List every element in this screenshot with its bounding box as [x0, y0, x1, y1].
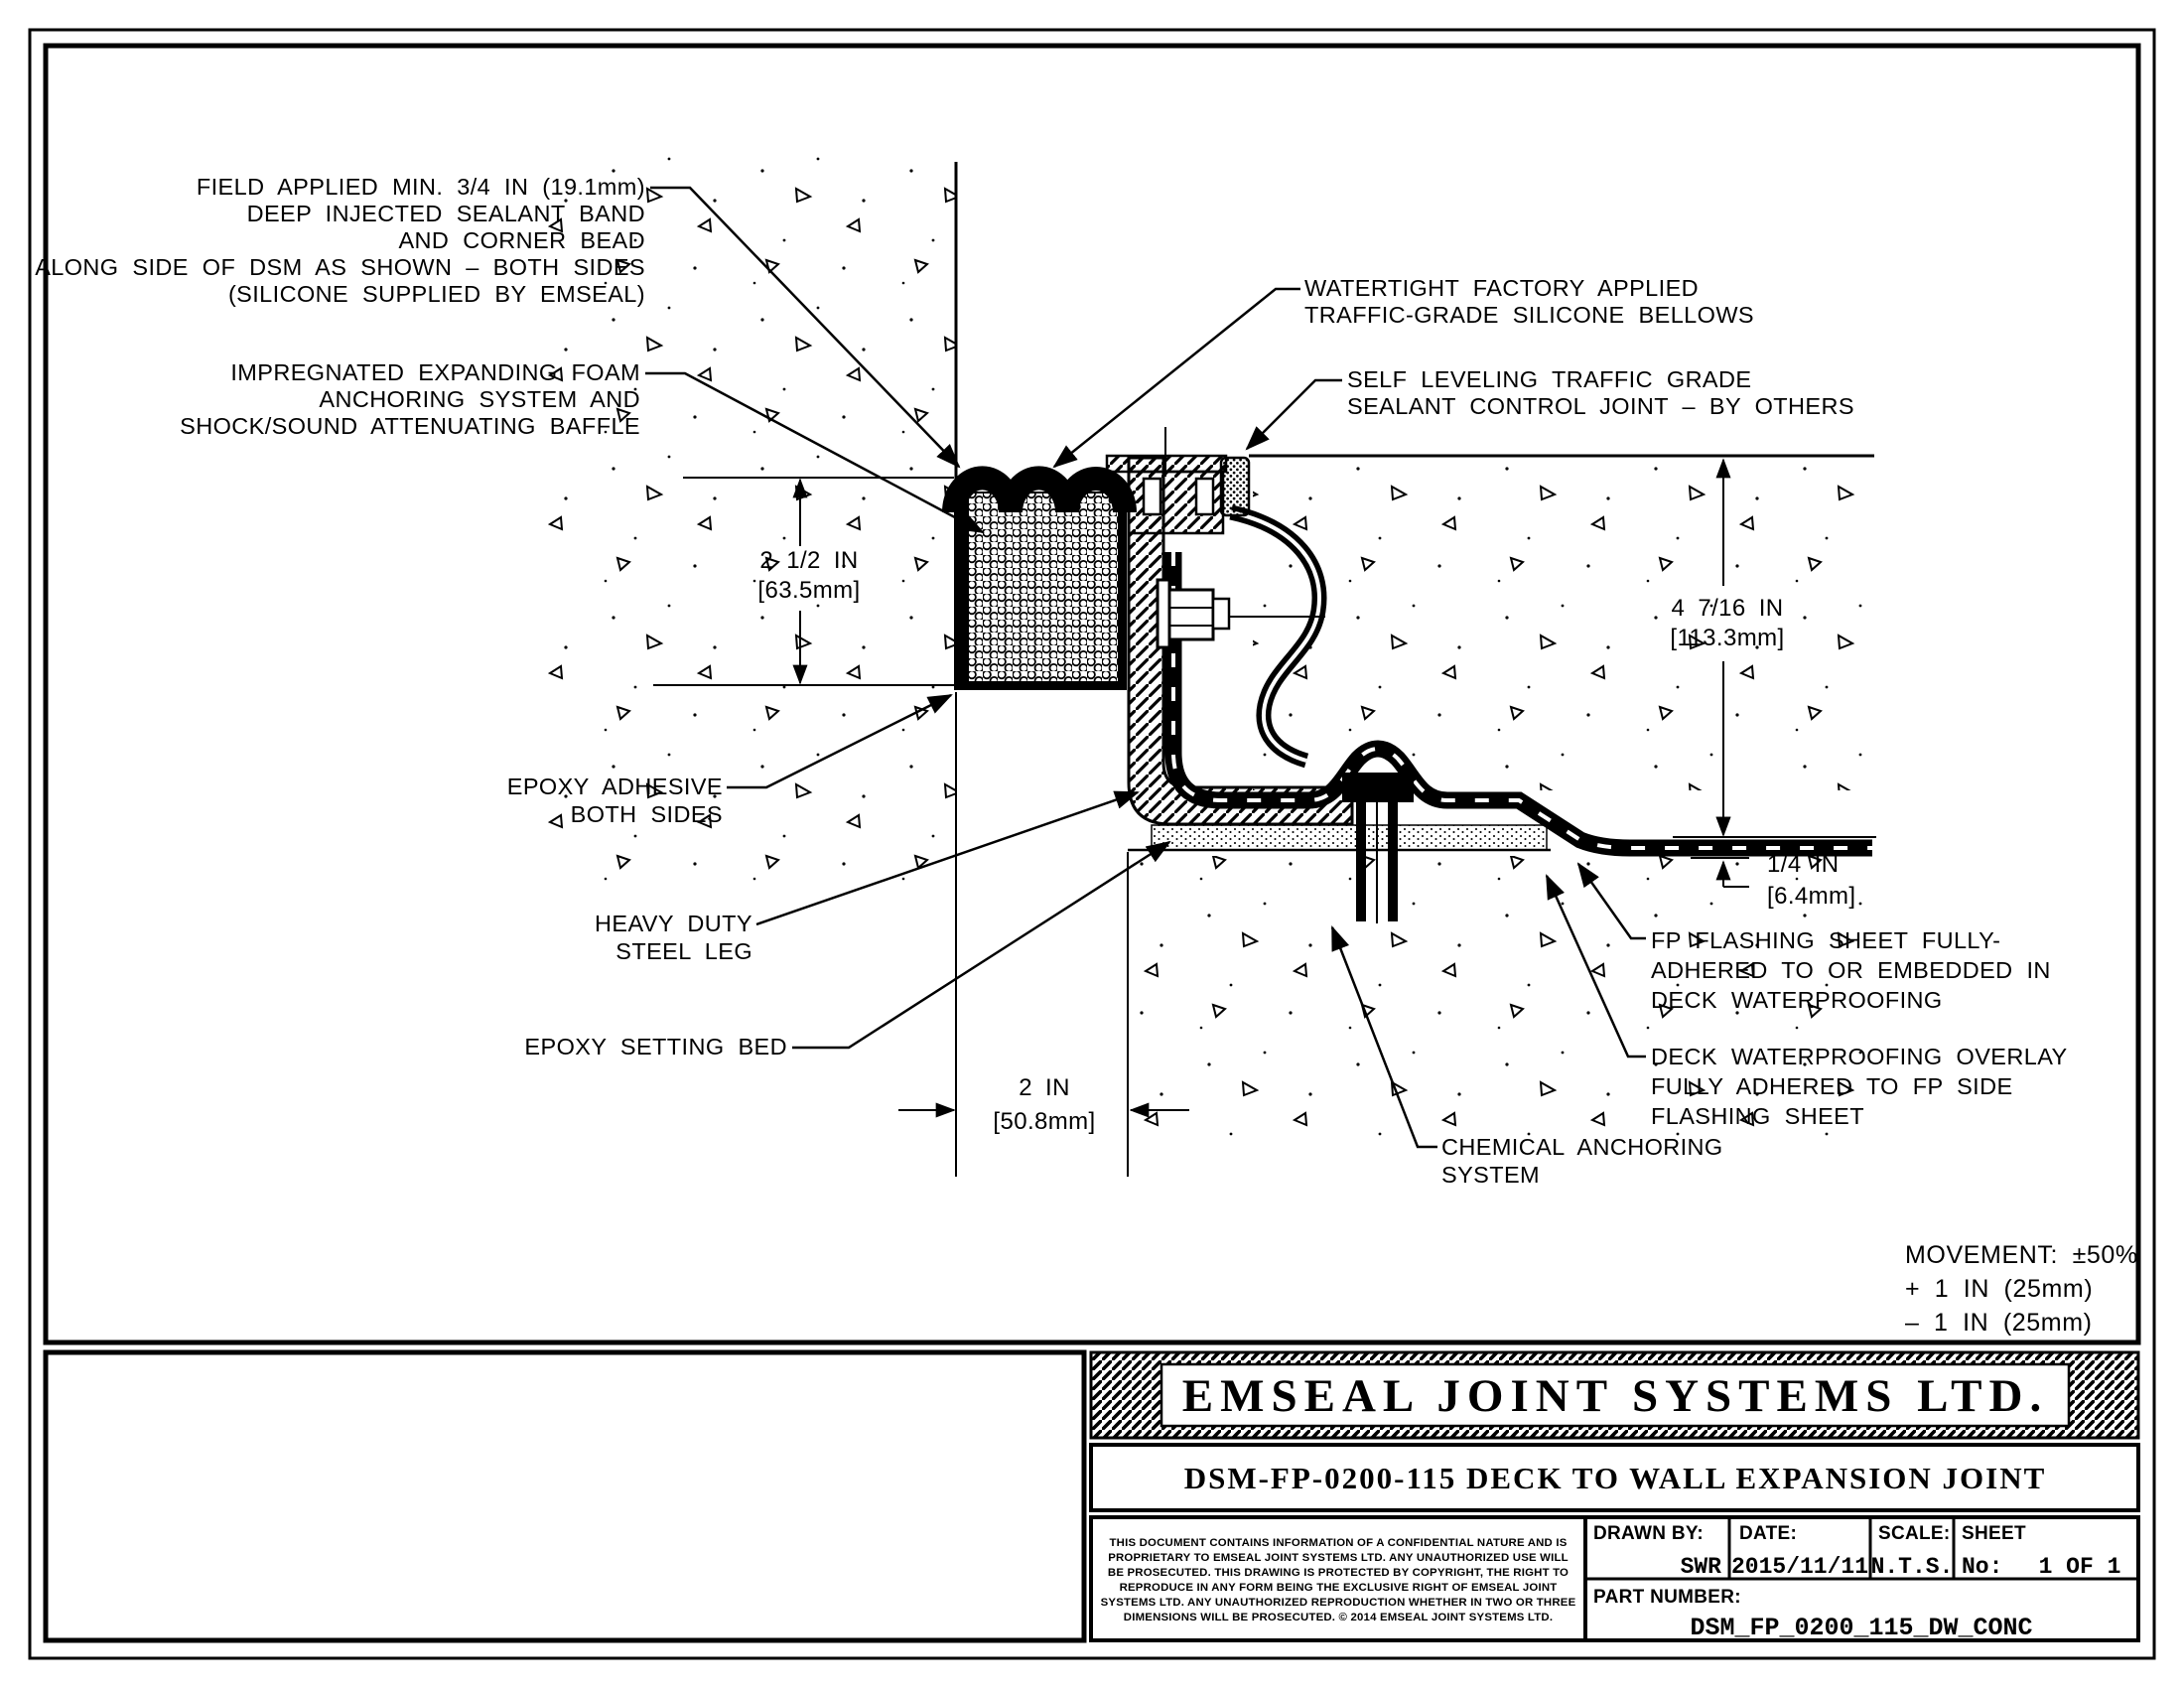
- sheet-no-label: No:: [1962, 1554, 2003, 1580]
- movement-line: + 1 IN (25mm): [1905, 1275, 2094, 1303]
- label-line: HEAVY DUTY: [595, 911, 752, 936]
- part-number-value: DSM_FP_0200_115_DW_CONC: [1690, 1614, 2033, 1642]
- label-line: ALONG SIDE OF DSM AS SHOWN – BOTH SIDES: [35, 254, 645, 280]
- label-line: SEALANT CONTROL JOINT – BY OTHERS: [1347, 393, 1854, 419]
- title-block: [1091, 1352, 2138, 1642]
- annotation-watertight: [1304, 275, 1754, 328]
- dim-line: 1/4 IN: [1767, 851, 1840, 878]
- label-line: FP FLASHING SHEET FULLY-: [1651, 927, 2001, 953]
- label-line: EPOXY SETTING BED: [524, 1034, 787, 1059]
- leader-watertight: [1054, 289, 1300, 467]
- label-line: ADHERED TO OR EMBEDDED IN: [1651, 957, 2051, 983]
- label-line: DEEP INJECTED SEALANT BAND: [246, 201, 645, 226]
- disclaimer-line: DIMENSIONS WILL BE PROSECUTED. © 2014 EMSEAL JOINT SYSTEMS LTD.: [1123, 1612, 1554, 1623]
- dimension-text-joint-gap: [993, 1074, 1095, 1135]
- part-number-label: PART NUMBER:: [1593, 1587, 1741, 1608]
- annotation-movement: [1905, 1241, 2138, 1337]
- dim-line: [63.5mm]: [757, 577, 861, 604]
- annotation-heavy-duty: [595, 911, 752, 964]
- dim-line: 2 1/2 IN: [759, 547, 859, 574]
- label-line: BOTH SIDES: [570, 801, 723, 827]
- label-line: IMPREGNATED EXPANDING FOAM: [230, 359, 640, 385]
- label-line: AND CORNER BEAD: [398, 227, 645, 253]
- movement-line: – 1 IN (25mm): [1905, 1309, 2093, 1337]
- label-line: DECK WATERPROOFING OVERLAY: [1651, 1044, 2068, 1069]
- annotation-field-applied: [35, 174, 645, 307]
- leader-self-leveling: [1247, 380, 1342, 449]
- bolt-assembly: [1158, 580, 1229, 647]
- label-line: FIELD APPLIED MIN. 3/4 IN (19.1mm): [196, 174, 645, 200]
- label-line: STEEL LEG: [615, 938, 752, 964]
- dim-line: 2 IN: [1019, 1074, 1070, 1101]
- label-line: SELF LEVELING TRAFFIC GRADE: [1347, 366, 1752, 392]
- bottom-left-panel: [46, 1352, 1084, 1640]
- label-line: FULLY ADHERED TO FP SIDE: [1651, 1073, 2013, 1099]
- label-line: SYSTEM: [1441, 1162, 1541, 1188]
- company-name: EMSEAL JOINT SYSTEMS LTD.: [1181, 1370, 2049, 1422]
- label-line: EPOXY ADHESIVE: [506, 774, 723, 799]
- drawn-by-label: DRAWN BY:: [1593, 1523, 1705, 1544]
- label-line: ANCHORING SYSTEM AND: [319, 386, 640, 412]
- drawn-by-value: SWR: [1680, 1554, 1721, 1580]
- sheet-label: SHEET: [1962, 1523, 2026, 1544]
- disclaimer-line: REPRODUCE IN ANY FORM BEING THE EXCLUSIVE RIGHT OF EMSEAL JOINT: [1119, 1582, 1558, 1594]
- date-label: DATE:: [1739, 1523, 1798, 1544]
- scale-value: N.T.S.: [1870, 1554, 1954, 1580]
- label-line: (SILICONE SUPPLIED BY EMSEAL): [227, 281, 645, 307]
- annotation-foam: [180, 359, 640, 439]
- label-line: TRAFFIC-GRADE SILICONE BELLOWS: [1304, 302, 1754, 328]
- drawing-title: DSM-FP-0200-115 DECK TO WALL EXPANSION JOINT: [1183, 1461, 2047, 1495]
- impregnated-foam: [954, 493, 1127, 690]
- disclaimer-line: SYSTEMS LTD. ANY UNAUTHORIZED REPRODUCTION WHETHER IN TWO OR THREE: [1100, 1597, 1576, 1609]
- dim-line: [113.3mm]: [1670, 625, 1785, 651]
- dim-line: [6.4mm]: [1767, 883, 1856, 910]
- sheet-value: 1 OF 1: [2038, 1554, 2121, 1580]
- scale-label: SCALE:: [1878, 1523, 1951, 1544]
- dim-line: 4 7/16 IN: [1671, 595, 1784, 622]
- epoxy-adhesive-right: [1119, 493, 1127, 687]
- label-line: FLASHING SHEET: [1651, 1103, 1865, 1129]
- annotation-setting-bed: [524, 1034, 787, 1059]
- disclaimer-line: BE PROSECUTED. THIS DRAWING IS PROTECTED BY COPYRIGHT, THE RIGHT TO: [1107, 1567, 1570, 1579]
- dim-line: [50.8mm]: [993, 1108, 1096, 1135]
- label-line: DECK WATERPROOFING: [1651, 987, 1943, 1013]
- annotation-overlay: [1651, 1044, 2068, 1129]
- label-line: SHOCK/SOUND ATTENUATING BAFFLE: [180, 413, 640, 439]
- epoxy-setting-bed: [1152, 825, 1547, 850]
- disclaimer-line: PROPRIETARY TO EMSEAL JOINT SYSTEMS LTD. ANY UNAUTHORIZED USE WILL: [1108, 1552, 1569, 1564]
- label-line: CHEMICAL ANCHORING: [1441, 1134, 1723, 1160]
- annotation-chemical: [1441, 1134, 1723, 1188]
- annotation-fp-flashing: [1651, 927, 2051, 1013]
- control-joint-sealant: [1221, 458, 1249, 515]
- label-line: WATERTIGHT FACTORY APPLIED: [1304, 275, 1700, 301]
- date-value: 2015/11/11: [1730, 1554, 1869, 1580]
- disclaimer-line: THIS DOCUMENT CONTAINS INFORMATION OF A CONFIDENTIAL NATURE AND IS: [1109, 1537, 1568, 1549]
- annotation-self-leveling: [1347, 366, 1854, 419]
- movement-line: MOVEMENT: ±50%: [1905, 1241, 2138, 1269]
